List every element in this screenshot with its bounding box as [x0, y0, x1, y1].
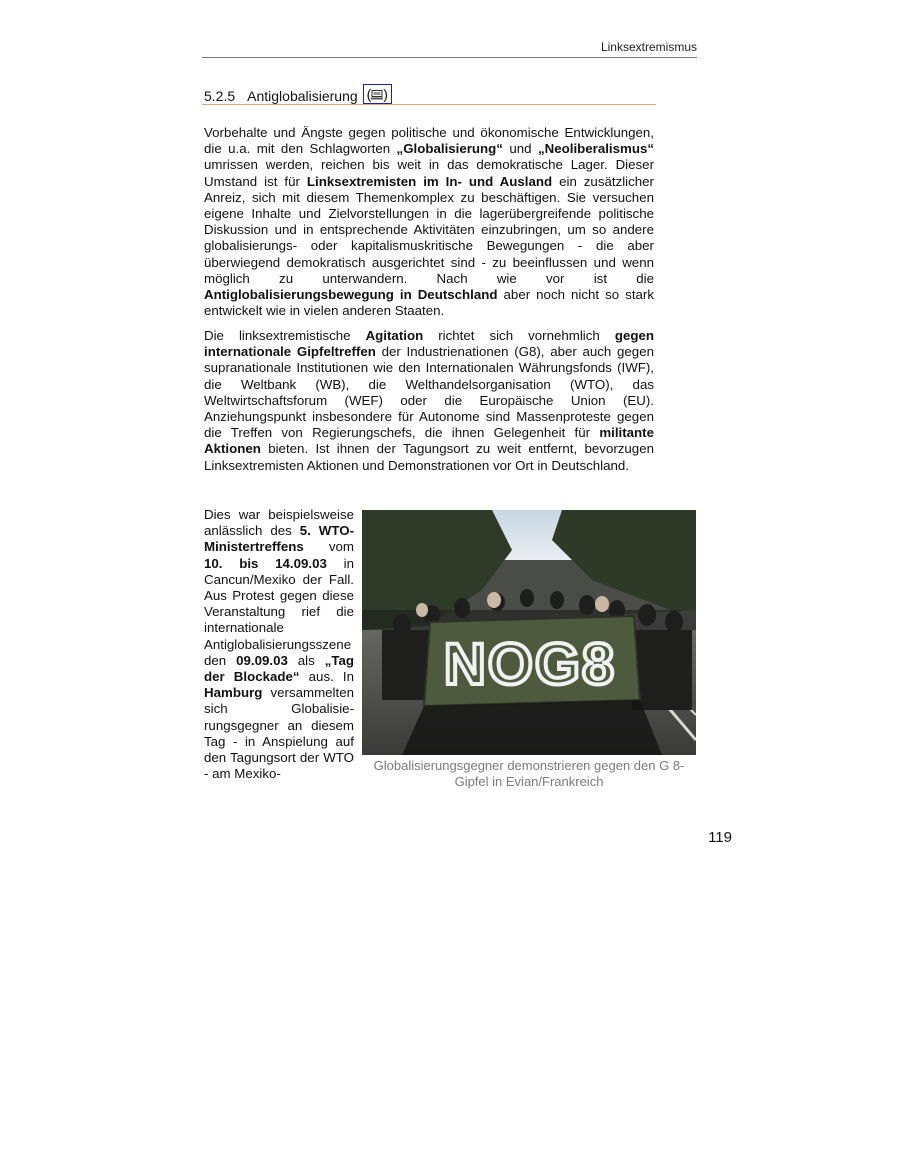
body-text: und: [502, 141, 538, 157]
section-heading: [204, 86, 392, 106]
emphasis-text: „Neoliberalismus“: [537, 141, 655, 157]
emphasis-text: 09.09.03: [236, 652, 288, 668]
banner-text: NOG8: [443, 632, 617, 697]
protest-photo-illustration: [362, 510, 696, 755]
computer-icon: [371, 90, 383, 100]
emphasis-text: Hamburg: [204, 685, 263, 701]
body-text: der Industrienationen (G8), aber auch gegen supranationale Institutionen wie den Internationalen Währungsfonds (IWF), die Weltbank (WB), die Welthandelsorganisation (WTO), das Weltwirtschaftsforum (WEF) oder die Europäische Union (EU). Anziehungspunkt insbesondere für Autonome sind Massenproteste gegen die Treffen von Regierungschefs, die ihnen Gelegenheit für: [204, 344, 654, 441]
body-text: bieten. Ist ihnen der Tagungsort zu weit entfernt, bevorzugen Linksextremisten Aktionen und Demonstrationen vor Ort in Deutschland.: [204, 441, 654, 473]
emphasis-text: Linksextremisten im In- und Ausland: [306, 173, 553, 189]
paragraph-3: [204, 507, 354, 782]
body-text: richtet sich vornehmlich: [423, 328, 615, 343]
emphasis-text: militante Aktionen: [204, 425, 654, 457]
protest-photo: [362, 510, 696, 755]
heading-rule: [202, 104, 656, 105]
header-rule: [202, 57, 697, 58]
paragraph-1: [204, 125, 654, 319]
paragraph-2: [204, 328, 654, 474]
emphasis-text: 5. WTO-Ministertreffens: [204, 523, 354, 555]
page-number: 119: [708, 829, 732, 846]
body-text: Dies war beispielsweise anlässlich des: [204, 507, 354, 539]
emphasis-text: Agitation: [365, 328, 424, 343]
body-text: umrissen werden, reichen bis weit in das demokratische Lager. Dieser Umstand ist für: [204, 157, 654, 189]
body-text: Die linksextremistische: [204, 328, 366, 343]
body-text: aber noch nicht so stark entwickelt wie in vielen anderen Staaten.: [204, 287, 654, 319]
body-text: versammelten sich Globalisierungsgegner an diesem Tag - in Anspielung auf den Tagungsort der WTO - am Mexiko-: [204, 685, 354, 782]
section-title: Antiglobalisierung: [247, 88, 358, 104]
emphasis-text: „Tag der Blockade“: [204, 652, 354, 685]
emphasis-text: Antiglobalisierungsbewegung in Deutschland: [204, 287, 498, 303]
body-text: aus. In: [299, 669, 354, 685]
paren-open: (: [366, 86, 372, 102]
section-number: 5.2.5: [204, 88, 236, 104]
body-text: vom: [303, 539, 354, 555]
emphasis-text: „Globalisierung“: [396, 141, 503, 157]
emphasis-text: 10. bis 14.09.03: [204, 555, 327, 571]
photo-caption: Globalisierungsgegner demonstrieren gegen den G 8-Gipfel in Evian/Frankreich: [373, 758, 685, 789]
body-text: ein zusätzlicher Anreiz, sich mit diesem Themenkomplex zu beschäftigen. Sie versuchen eigene Inhalte und Zielvorstellungen in die lagerübergreifende politische Diskussion und in entsprechende Aktivitäten einzubringen, um so andere globalisierungs- oder kapitalismuskritische Bewegungen - die aber überwiegend demokratisch ausgerichtet sind - zu beeinflussen und wenn möglich zu unterwandern. Nach wie vor ist die: [204, 173, 654, 286]
body-text: in Cancun/Mexiko der Fall. Aus Protest gegen diese Veranstaltung rief die internationale Antiglobalisierungsszene den: [204, 555, 354, 668]
chapter-link[interactable]: [363, 84, 392, 104]
body-text: als: [287, 652, 325, 668]
emphasis-text: gegen internationale Gipfeltreffen: [204, 328, 654, 360]
running-header: Linksextremismus: [600, 40, 697, 54]
body-text: Vorbehalte und Ängste gegen politische und ökonomische Entwicklungen, die u.a. mit den Schlagworten: [204, 125, 654, 157]
paren-close: ): [383, 86, 388, 102]
